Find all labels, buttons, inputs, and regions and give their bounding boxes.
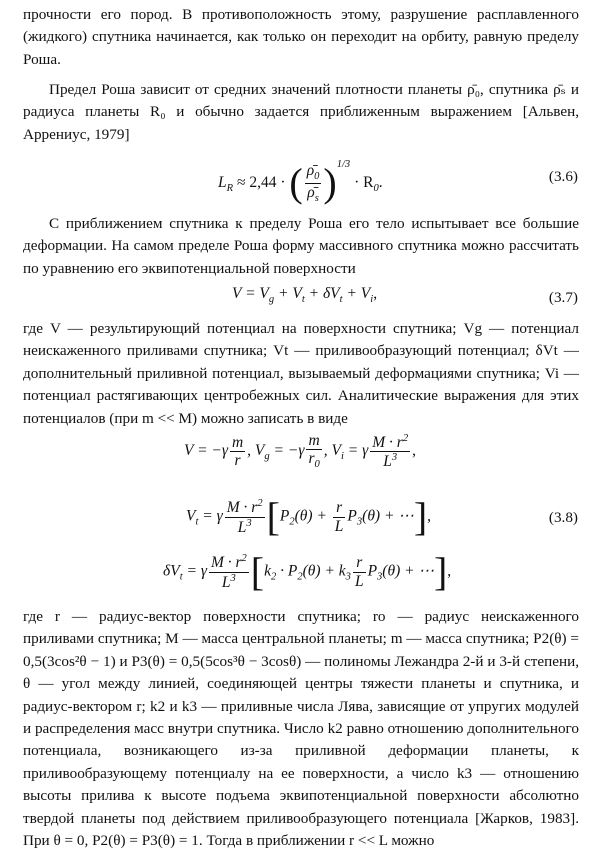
- paragraph-5: где r — радиус-вектор поверхности спутника; ro — радиус неискаженного приливами спутника; M — масса центральной планеты; m — масса спутника; P2(θ) = 0,5(3cos²θ − 1) и P3(θ) = 0,5(5cos³θ − 3cosθ) — полиномы Лежандра 2-й и 3-й степени, θ — угол между линией, соединяющей центры тяжести планеты и спутника, и радиус-вектором r; k2 и k3 — приливные числа Лява, зависящие от упругих модулей и распределения масс внутри спутника. Число k2 равно отношению дополнительного потенциала, возникающего из-за приливной деформации планеты, к приливообразующему потенциалу на ее поверхности, а число k3 — отношению высоты прилива к высоте подъема эквипотенциальной поверхности абсолютно твердой планеты под действием приливообразующего потенциала [Жарков, 1983]. При θ = 0, P2(θ) = P3(θ) = 1. Тогда в приближении r << L можно: [23, 608, 579, 850]
- equation-3-8-line-1: V = −γ $\frac{m}{r}$ , $V_g = -\gamma$ $\frac{m}{r_0}$ , $V_i = \gamma$ $\frac{M \cdot r^2}{L^3}$ ,: [184, 432, 416, 471]
- equation-3-7: $V = V_g + V_t + \delta V_t + V_i$, (3.7): [232, 285, 578, 306]
- paragraph-4: где V — результирующий потенциал на поверхности спутника; Vg — потенциал неискаженного приливами спутника; Vt — приливообразующий потенциал; δVt — дополнительный приливной потенциал, вызываемый деформациями спутника; Vi — потенциал растягивающих центробежных сил. Аналитические выражения для этих потенциалов (при m << M) можно записать в виде: [23, 320, 579, 427]
- equation-3-8-line-3: $\delta V_t = \gamma$ $\frac{M \cdot r^2}{L^3}$ [$k_2 \cdot P_2(\theta) + k_3$ $\frac{r}{L}$ $P_3(\theta)$ + ⋯],: [163, 549, 452, 594]
- equation-number-3-7: (3.7): [548, 289, 578, 306]
- equation-3-6: $L_R \approx 2,44$ · ( $\frac{\rhō_0}{\rhō_s}$ )$^{1/3} \cdot R_0$. (3.6): [218, 158, 578, 206]
- paragraph-1: прочности его пород. В противоположность этому, разрушение расплавленного (жидкого) спутника начинается, как только он переходит на орбиту, равную пределу Роша.: [23, 6, 579, 68]
- paragraph-2: Предел Роша зависит от средних значений плотности планеты ρ̄₀, спутника ρ̄ₛ и радиуса планеты R₀ и обычно задается приближенным выражением [Альвен, Аррениус, 1979]: [23, 81, 579, 143]
- equation-number-3-6: (3.6): [548, 168, 578, 185]
- paragraph-3: С приближением спутника к пределу Роша его тело испытывает все большие деформации. На самом пределе Роша форму массивного спутника можно рассчитать по уравнению его эквипотенциальной поверхности: [23, 215, 579, 277]
- equation-3-8-line-2: $V_t = \gamma$ $\frac{M \cdot r^2}{L^3}$ [$P_2(\theta)$ + $\frac{r}{L}$ $P_3(\theta)$ + ⋯], (3.8): [186, 494, 578, 539]
- equation-number-3-8: (3.8): [548, 509, 578, 526]
